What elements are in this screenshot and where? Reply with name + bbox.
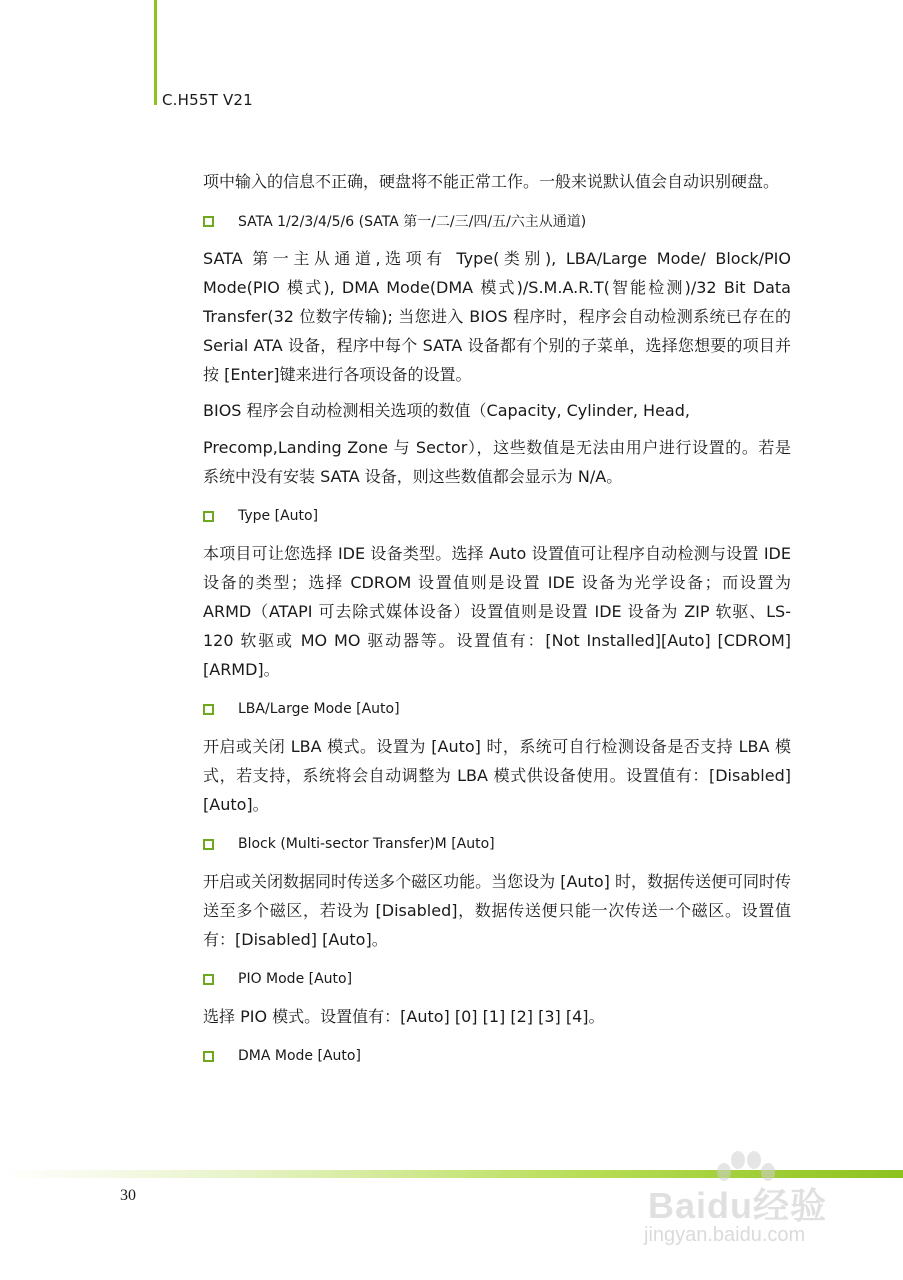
type-paragraph: 本项目可让您选择 IDE 设备类型。选择 Auto 设置值可让程序自动检测与设置 IDE 设备的类型；选择 CDROM 设置值则是设置 IDE 设备为光学设备；而设置为 ARMD（ATAPI 可去除式媒体设备）设置值则是设置 IDE 设备为 ZIP 软驱、LS-120 软驱或 MO MO 驱动器等。设置值有：[Not Installed][Auto] [CDROM] [ARMD]。	[203, 544, 791, 679]
checkbox-bullet-icon	[203, 511, 214, 522]
checkbox-bullet-icon	[203, 974, 214, 985]
bios-detect-paragraph: BIOS 程序会自动检测相关选项的数值（Capacity, Cylinder, Head,	[203, 401, 690, 420]
section-heading-dma	[203, 1045, 791, 1067]
section-heading-label: Type [Auto]	[238, 508, 319, 524]
pio-paragraph: 选择 PIO 模式。设置值有：[Auto] [0] [1] [2] [3] [4]。	[203, 1007, 605, 1026]
watermark	[640, 1150, 890, 1260]
header-accent-line	[154, 0, 157, 105]
section-heading-label: SATA 1/2/3/4/5/6 (SATA 第一/二/三/四/五/六主从通道)	[238, 214, 587, 230]
sata-paragraph: SATA 第一主从通道,选项有 Type(类别), LBA/Large Mode/ Block/PIO Mode(PIO 模式), DMA Mode(DMA 模式)/S.M.A.R.T(智能检测)/32 Bit Data Transfer(32 位数字传输); 当您进入 BIOS 程序时，程序会自动检测系统已存在的 Serial ATA 设备，程序中每个 SATA 设备都有个别的子菜单，选择您想要的项目并按 [Enter]键来进行各项设备的设置。	[203, 249, 791, 384]
section-heading-lba	[203, 698, 791, 720]
section-heading-block	[203, 833, 791, 855]
section-heading-sata	[203, 210, 791, 232]
section-heading-label: Block (Multi-sector Transfer)M [Auto]	[238, 836, 495, 852]
checkbox-bullet-icon	[203, 1051, 214, 1062]
page-number: 30	[120, 1187, 136, 1204]
block-paragraph: 开启或关闭数据同时传送多个磁区功能。当您设为 [Auto] 时，数据传送便可同时传送至多个磁区，若设为 [Disabled]，数据传送便只能一次传送一个磁区。设置值有：[Disabled] [Auto]。	[203, 872, 791, 949]
watermark-url: jingyan.baidu.com	[644, 1224, 806, 1246]
checkbox-bullet-icon	[203, 704, 214, 715]
lba-paragraph: 开启或关闭 LBA 模式。设置为 [Auto] 时，系统可自行检测设备是否支持 LBA 模式，若支持，系统将会自动调整为 LBA 模式供设备使用。设置值有：[Disabled] [Auto]。	[203, 737, 791, 814]
section-heading-pio	[203, 968, 791, 990]
model-label: C.H55T V21	[162, 91, 253, 109]
section-heading-label: PIO Mode [Auto]	[238, 971, 353, 987]
section-heading-type	[203, 505, 791, 527]
section-heading-label: DMA Mode [Auto]	[238, 1048, 361, 1064]
bios-values-paragraph: Precomp,Landing Zone 与 Sector），这些数值是无法由用户进行设置的。若是系统中没有安装 SATA 设备，则这些数值都会显示为 N/A。	[203, 438, 791, 486]
watermark-brand: Baidu经验	[648, 1185, 828, 1226]
intro-paragraph: 项中输入的信息不正确，硬盘将不能正常工作。一般来说默认值会自动识别硬盘。	[203, 172, 780, 191]
checkbox-bullet-icon	[203, 839, 214, 850]
page-content	[203, 167, 791, 1079]
section-heading-label: LBA/Large Mode [Auto]	[238, 701, 400, 717]
checkbox-bullet-icon	[203, 216, 214, 227]
